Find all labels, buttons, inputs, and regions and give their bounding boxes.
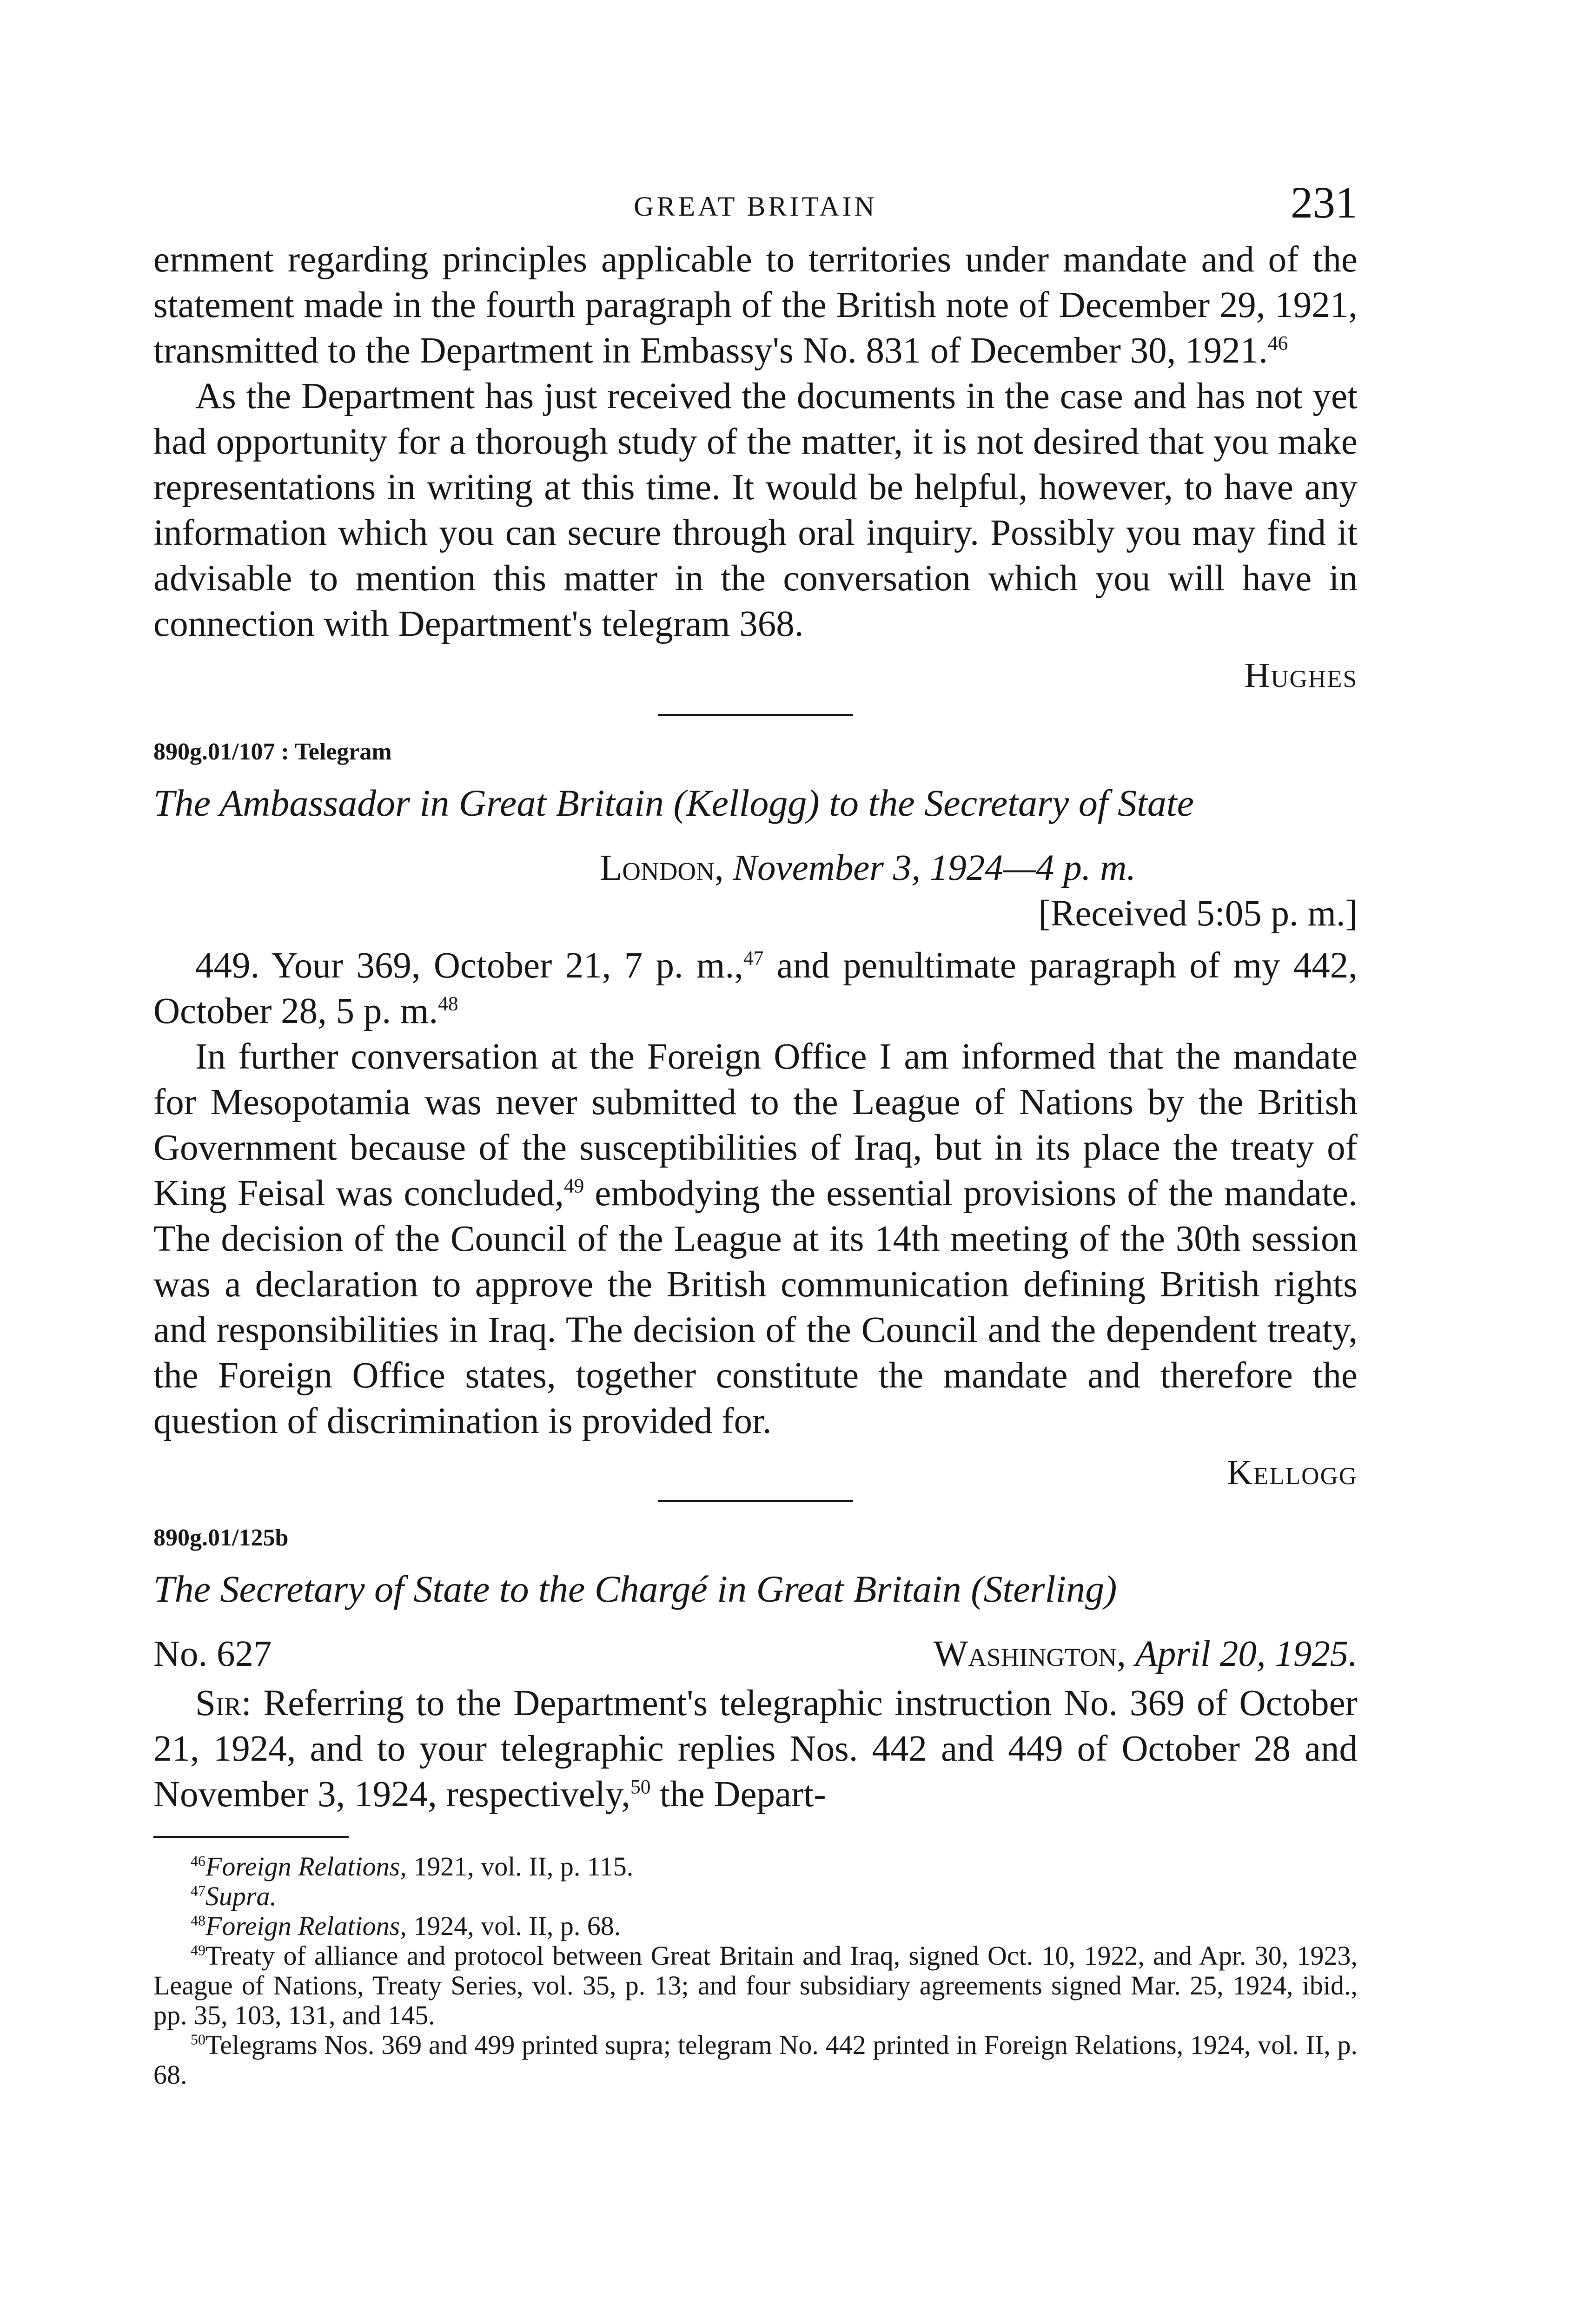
footnote-49-text: Treaty of alliance and protocol between Great Britain and Iraq, signed Oct. 10, 1922, and Apr. 30, 1923, League of Nations, Treaty Series, vol. 35, p. 13; and four subsidiary agreements signed Mar. 25, 1924, ibid., pp. 35, 103, 131, and 145. [153,1941,1358,2030]
signature-hughes: Hughes [1244,656,1358,695]
footnote-46 [153,1852,1358,1882]
footnote-50-text: Telegrams Nos. 369 and 499 printed supra; telegram No. 442 printed in Foreign Relations, 1924, vol. II, p. 68. [153,2030,1358,2090]
footnote-47 [153,1882,1358,1911]
footnote-50 [153,2030,1358,2090]
footnote-49 [153,1941,1358,2030]
footnote-49-mark: 49 [191,1942,205,1959]
footnote-rule [153,1836,349,1838]
footnote-46-mark: 46 [191,1853,205,1869]
footnote-ref-49: 49 [563,1175,584,1197]
section2-title: The Ambassador in Great Britain (Kellogg) to the Secretary of State [153,782,1194,824]
footnote-48-text: 1924, vol. II, p. 68. [406,1911,621,1941]
footnote-48-mark: 48 [191,1912,205,1929]
section2-paragraph-2-text-b: embodying the essential provisions of the mandate. The decision of the Council of the League at its 14th meeting of the 30th session was a declaration to approve the British communication defining British rights and responsibilities in Iraq. The decision of the Council and the dependent treaty, the Foreign Office states, together constitute the mandate and therefore the question of discrimination is provided for. [153,1173,1358,1441]
section2-place: London, [600,848,724,888]
footnote-48 [153,1911,1358,1941]
section3-number: No. 627 [153,1634,272,1674]
section-divider-2 [658,1500,853,1502]
footnote-47-mark: 47 [191,1882,205,1899]
footnote-50-mark: 50 [191,2031,205,2048]
footnote-48-italic: Foreign Relations, [205,1911,407,1941]
section2-received: [Received 5:05 p. m.] [1038,893,1358,934]
section3-place: Washington, [933,1634,1126,1674]
page-number: 231 [1291,178,1358,227]
section2-paragraph-1-text-a: 449. Your 369, October 21, 7 p. m., [195,945,743,986]
footnotes [153,1852,1358,2090]
section2-paragraph-1-text-b: and penultimate paragraph of my 442, October 28, 5 p. m. [153,945,1358,1031]
document-page [153,177,1358,2090]
footnote-ref-48: 48 [438,992,458,1015]
running-head [153,177,1358,237]
section3-file-number: 890g.01/125b [153,1525,289,1551]
section3-paragraph-1-text-b: the Depart- [650,1774,826,1815]
footnote-46-italic: Foreign Relations, [205,1851,407,1882]
footnote-ref-46: 46 [1267,332,1288,355]
section3-title: The Secretary of State to the Chargé in Great Britain (Sterling) [153,1568,1117,1610]
section2-paragraph-2-text-a: In further conversation at the Foreign Office I am informed that the mandate for Mesopotamia was never submitted to the League of Nations by the British Government because of the susceptibilities of Iraq, but in its place the treaty of King Feisal was concluded, [153,1037,1358,1214]
section3-place-date [934,1631,1358,1677]
section1-paragraph-1-text: ernment regarding principles applicable to territories under mandate and of the statement made in the fourth paragraph of the British note of December 29, 1921, transmitted to the Department in Embassy's No. 831 of December 30, 1921. [153,239,1358,371]
footnote-46-text: 1921, vol. II, p. 115. [406,1851,634,1882]
section3-paragraph-1 [153,1681,1358,1817]
section1-paragraph-1 [153,237,1358,374]
section1-paragraph-2: As the Department has just received the documents in the case and has not yet had opportunity for a thorough study of the matter, it is not desired that you make representations in writing at this time. It would be helpful, however, to have any information which you can secure through oral inquiry. Possibly you may find it advisable to mention this matter in the conversation which you will have in connection with Department's telegram 368. [153,376,1358,644]
section2-date: November 3, 1924—4 p. m. [733,848,1136,888]
section2-dateline [153,845,1358,891]
section2-file-number: 890g.01/107 : Telegram [153,739,392,765]
footnote-47-italic: Supra. [205,1881,277,1911]
footnote-ref-50: 50 [630,1776,651,1798]
section3-dateline [153,1631,1358,1677]
running-title: GREAT BRITAIN [634,191,877,222]
section3-date: April 20, 1925. [1135,1634,1358,1674]
section-divider-1 [658,714,853,716]
section2-paragraph-2 [153,1034,1358,1444]
signature-kellogg: Kellogg [1227,1453,1358,1492]
section2-paragraph-1 [153,943,1358,1034]
salutation: Sir: [195,1683,252,1723]
section3-paragraph-1-text-a: Referring to the Department's telegraphic instruction No. 369 of October 21, 1924, and to your telegraphic replies Nos. 442 and 449 of October 28 and November 3, 1924, respectively, [153,1683,1358,1815]
footnote-ref-47: 47 [743,947,764,970]
